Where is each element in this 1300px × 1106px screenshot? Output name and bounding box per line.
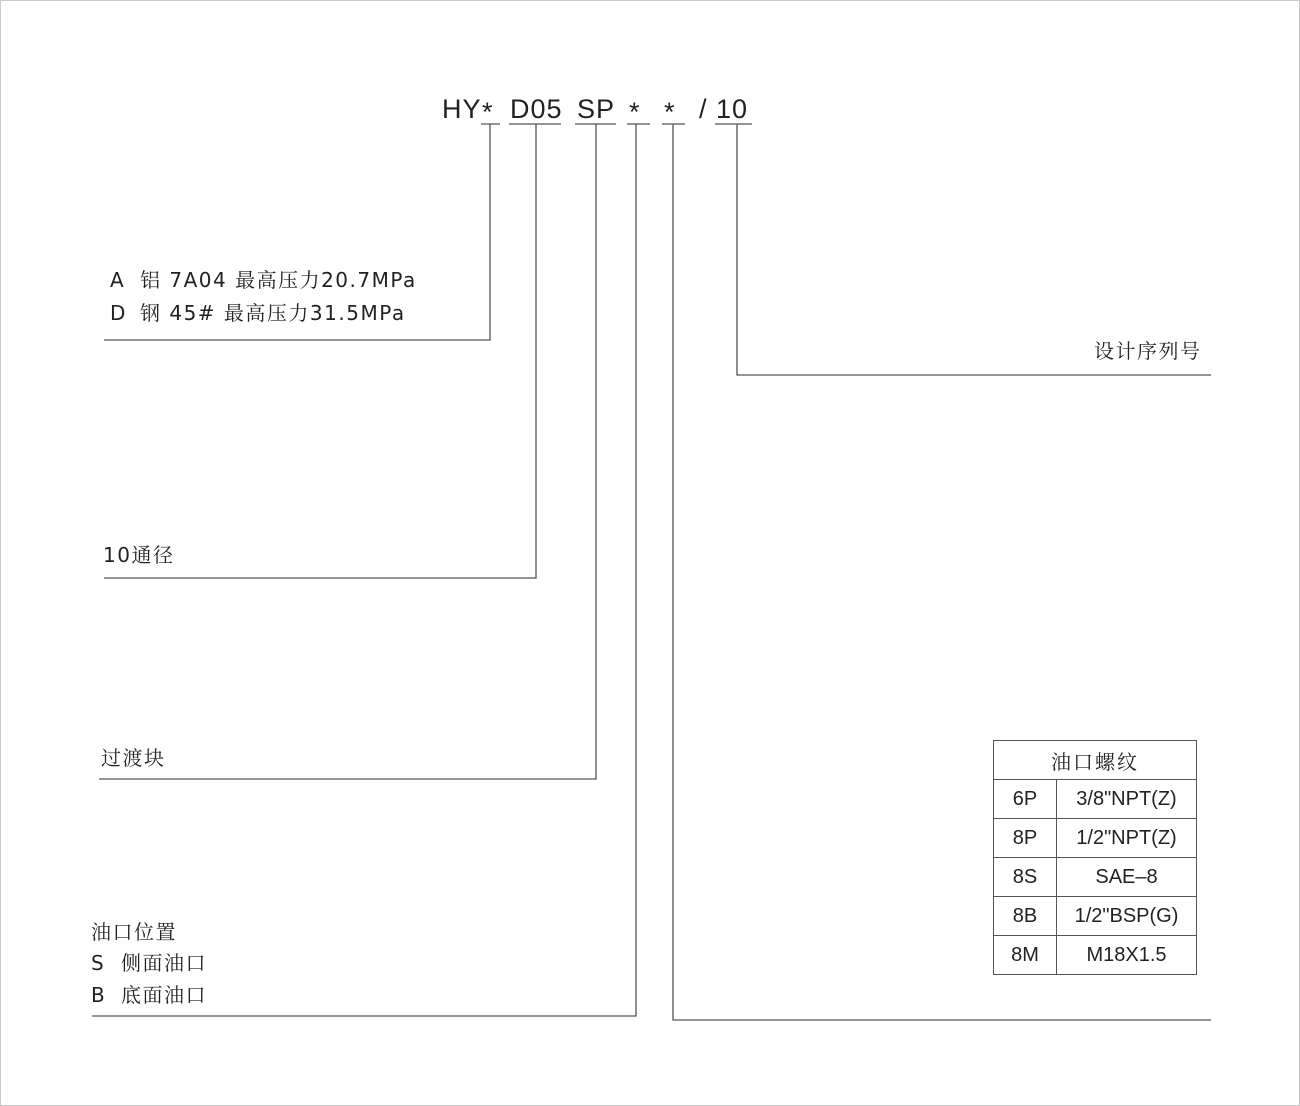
thread-code: 8M bbox=[994, 936, 1057, 975]
code-type: SP bbox=[577, 94, 616, 124]
size-label: 10通径 bbox=[103, 543, 175, 567]
thread-value: 1/2"NPT(Z) bbox=[1057, 819, 1197, 858]
table-row bbox=[994, 780, 1197, 819]
thread-value: 3/8"NPT(Z) bbox=[1057, 780, 1197, 819]
material-option-d bbox=[110, 303, 406, 323]
code-material: * bbox=[482, 97, 494, 127]
table-row bbox=[994, 897, 1197, 936]
port-position-title: 油口位置 bbox=[91, 920, 177, 944]
material-option-a bbox=[110, 270, 417, 290]
port-position-code: S bbox=[91, 951, 106, 975]
thread-value: 1/2"BSP(G) bbox=[1057, 897, 1197, 936]
code-serial: 10 bbox=[716, 94, 749, 124]
thread-code: 8P bbox=[994, 819, 1057, 858]
table-row bbox=[994, 819, 1197, 858]
code-size: D05 bbox=[510, 94, 563, 124]
thread-code: 8B bbox=[994, 897, 1057, 936]
thread-code: 6P bbox=[994, 780, 1057, 819]
material-text: 铝 7A04 最高压力20.7MPa bbox=[140, 268, 417, 292]
type-label: 过渡块 bbox=[101, 746, 166, 770]
leader-serial bbox=[737, 124, 1211, 375]
port-position-text: 底面油口 bbox=[121, 983, 207, 1007]
port-position-text: 侧面油口 bbox=[121, 951, 207, 975]
code-port-position: * bbox=[629, 97, 641, 127]
port-position-code: B bbox=[91, 983, 107, 1007]
material-text: 钢 45# 最高压力31.5MPa bbox=[140, 301, 406, 325]
port-position-option-s bbox=[91, 953, 207, 973]
code-port-thread: * bbox=[664, 97, 676, 127]
code-slash: / bbox=[699, 94, 708, 124]
port-position-option-b bbox=[91, 985, 207, 1005]
code-prefix: HY bbox=[442, 94, 482, 124]
table-header-row bbox=[994, 741, 1197, 780]
table-row bbox=[994, 936, 1197, 975]
table-row bbox=[994, 858, 1197, 897]
thread-value: SAE–8 bbox=[1057, 858, 1197, 897]
material-code: A bbox=[110, 268, 126, 292]
material-code: D bbox=[110, 301, 127, 325]
port-thread-table bbox=[993, 740, 1197, 975]
leader-port-position bbox=[92, 124, 636, 1016]
thread-code: 8S bbox=[994, 858, 1057, 897]
thread-value: M18X1.5 bbox=[1057, 936, 1197, 975]
leader-size bbox=[104, 124, 536, 578]
table-header: 油口螺纹 bbox=[994, 741, 1197, 780]
serial-label: 设计序列号 bbox=[1094, 339, 1202, 363]
leader-type bbox=[99, 124, 596, 779]
